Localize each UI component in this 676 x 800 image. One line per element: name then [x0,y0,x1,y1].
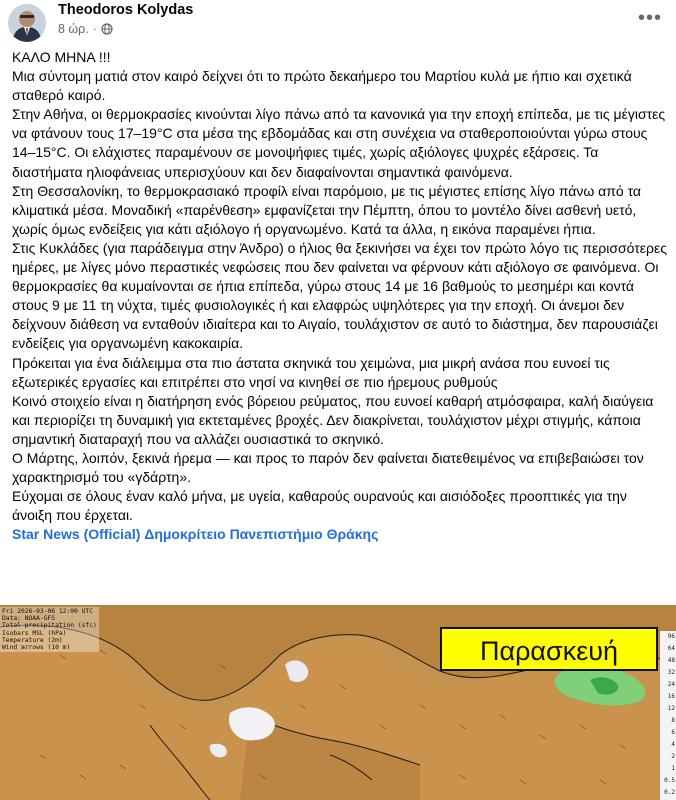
precipitation-legend [660,631,676,800]
post-paragraph: ΚΑΛΟ ΜΗΝΑ !!! [12,49,111,65]
map-info-line: Temperature (2m) [2,636,63,644]
legend-value: 1 [671,765,675,772]
map-info-line: Total precipitation (sfc) [2,622,97,630]
post-paragraph: Στη Θεσσαλονίκη, το θερμοκρασιακό προφίλ είναι παρόμοιο, με τις μέγιστες επίσης λίγο πάνω από τα κλιματικά μέσα. Μοναδική «παρένθεση» εμφανίζεται την Πέμπτη, όπου το μοντέλο δίνει ασθενή υετό, χωρίς όμως ενδείξεις για κάτι αξιόλογο ή οργανωμένο. Κατά τα άλλα, η εικόνα παραμένει ήπια. [12,182,642,237]
post-paragraph: Κοινό στοιχείο είναι η διατήρηση ενός βόρειου ρεύματος, που ευνοεί καθαρή ατμόσφαιρα, καλή διαύγεια και περιορίζει τη δυναμική για εκτεταμένες βροχές. Δεν διακρίνεται, τουλάχιστον μέχρι στιγμής, κάποια σημαντική διαταραχή που να αλλάζει ουσιαστικά το σκηνικό. [12,392,654,447]
post-link[interactable]: Star News (Official) Δημοκρίτειο Πανεπιστήμιο Θράκης [12,526,379,543]
legend-value: 96 [667,633,675,640]
day-label: Παρασκευή [440,627,658,671]
legend-value: 6 [671,729,675,736]
legend-value: 0.2 [664,789,675,796]
map-info-line: Wind arrows (10 m) [2,644,71,652]
map-info-box [0,607,99,652]
legend-value: 24 [667,681,675,688]
legend-value: 32 [667,669,675,676]
post-paragraph: Μια σύντομη ματιά στον καιρό δείχνει ότι το πρώτο δεκαήμερο του Μαρτίου κυλά με ήπιο και σχετικά σταθερό καιρό. [12,68,632,104]
post-body [12,48,668,544]
legend-value: 4 [671,741,675,748]
post-paragraph: Στην Αθήνα, οι θερμοκρασίες κινούνται λίγο πάνω από τα κανονικά για την εποχή επίπεδα, με τις μέγιστες να φτάνουν τους 17–19°C στα μέσα της εβδομάδας και στη συνέχεια να σταθεροποιούνται γύρω στους 14–15°C. Οι ελάχιστες παραμένουν σε μονοψήφιες τιμές, χωρίς αξιόλογες ψυχρές εξάρσεις. Τα διαστήματα ηλιοφάνειας υπερισχύουν και δεν διαφαίνονται σημαντικά φαινόμενα. [12,106,666,180]
separator-dot: · [92,22,97,36]
legend-value: 48 [667,657,675,664]
post-paragraph: Στις Κυκλάδες (για παράδειγμα στην Άνδρο) ο ήλιος θα ξεκινήσει να έχει τον πρώτο λόγο τις περισσότερες ημέρες, με λίγες μόνο περαστικές νεφώσεις που δεν φαίνεται να φέρνουν κάτι αξιόλογο σε φαινόμενα. Οι θερμοκρασίες θα κυμαίνονται σε ήπια επίπεδα, γύρω στους 14 με 16 βαθμούς το μεσημέρι και κοντά στους 9 με 11 τη νύχτα, τιμές φυσιολογικές ή και ελαφρώς υψηλότερες για την εποχή. Οι άνεμοι δεν δείχνουν διάθεση να ενταθούν ιδιαίτερα και το Αιγαίο, τουλάχιστον σε αυτό το διάστημα, δεν παρουσιάζει ενδείξεις για οργανωμένη κακοκαιρία. [12,239,667,352]
profile-picture-icon [8,4,46,42]
more-options-icon[interactable]: ••• [637,6,662,29]
avatar[interactable] [8,4,46,42]
post-meta [58,22,113,36]
legend-value: 12 [667,705,675,712]
post-paragraph: Ο Μάρτης, λοιπόν, ξεκινά ήρεμα — και προς το παρόν δεν φαίνεται διατεθειμένος να επιβεβαιώσει τον χαρακτηρισμό του «γδάρτη». [12,449,644,486]
author-name[interactable]: Theodoros Kolydas [58,2,194,18]
map-info-line: Fri 2026-03-06 12:00 UTC [2,608,93,615]
globe-icon [101,23,113,35]
post-header [0,0,676,44]
map-info-line: Isobars MSL (hPa) [2,629,67,637]
legend-value: 2 [671,753,675,760]
post-paragraph: Πρόκειται για ένα διάλειμμα στα πιο άστατα σκηνικά του χειμώνα, μια μικρή ανάσα που ευνοεί τις εξωτερικές εργασίες και επιτρέπει στο νησί να κινηθεί σε πιο ήρεμους ρυθμούς [12,354,610,390]
legend-value: 64 [667,645,675,652]
legend-value: 16 [667,693,675,700]
post-time[interactable]: 8 ώρ. [58,22,89,36]
legend-value: 8 [671,717,675,724]
weather-map-image[interactable] [0,605,676,800]
legend-value: 0.5 [664,777,675,784]
post-paragraph: Εύχομαι σε όλους έναν καλό μήνα, με υγεία, καθαρούς ουρανούς και αισιόδοξες προοπτικές για την άνοιξη που έρχεται. [12,488,627,524]
map-info-line: Data: NOAA-GFS [2,615,56,623]
